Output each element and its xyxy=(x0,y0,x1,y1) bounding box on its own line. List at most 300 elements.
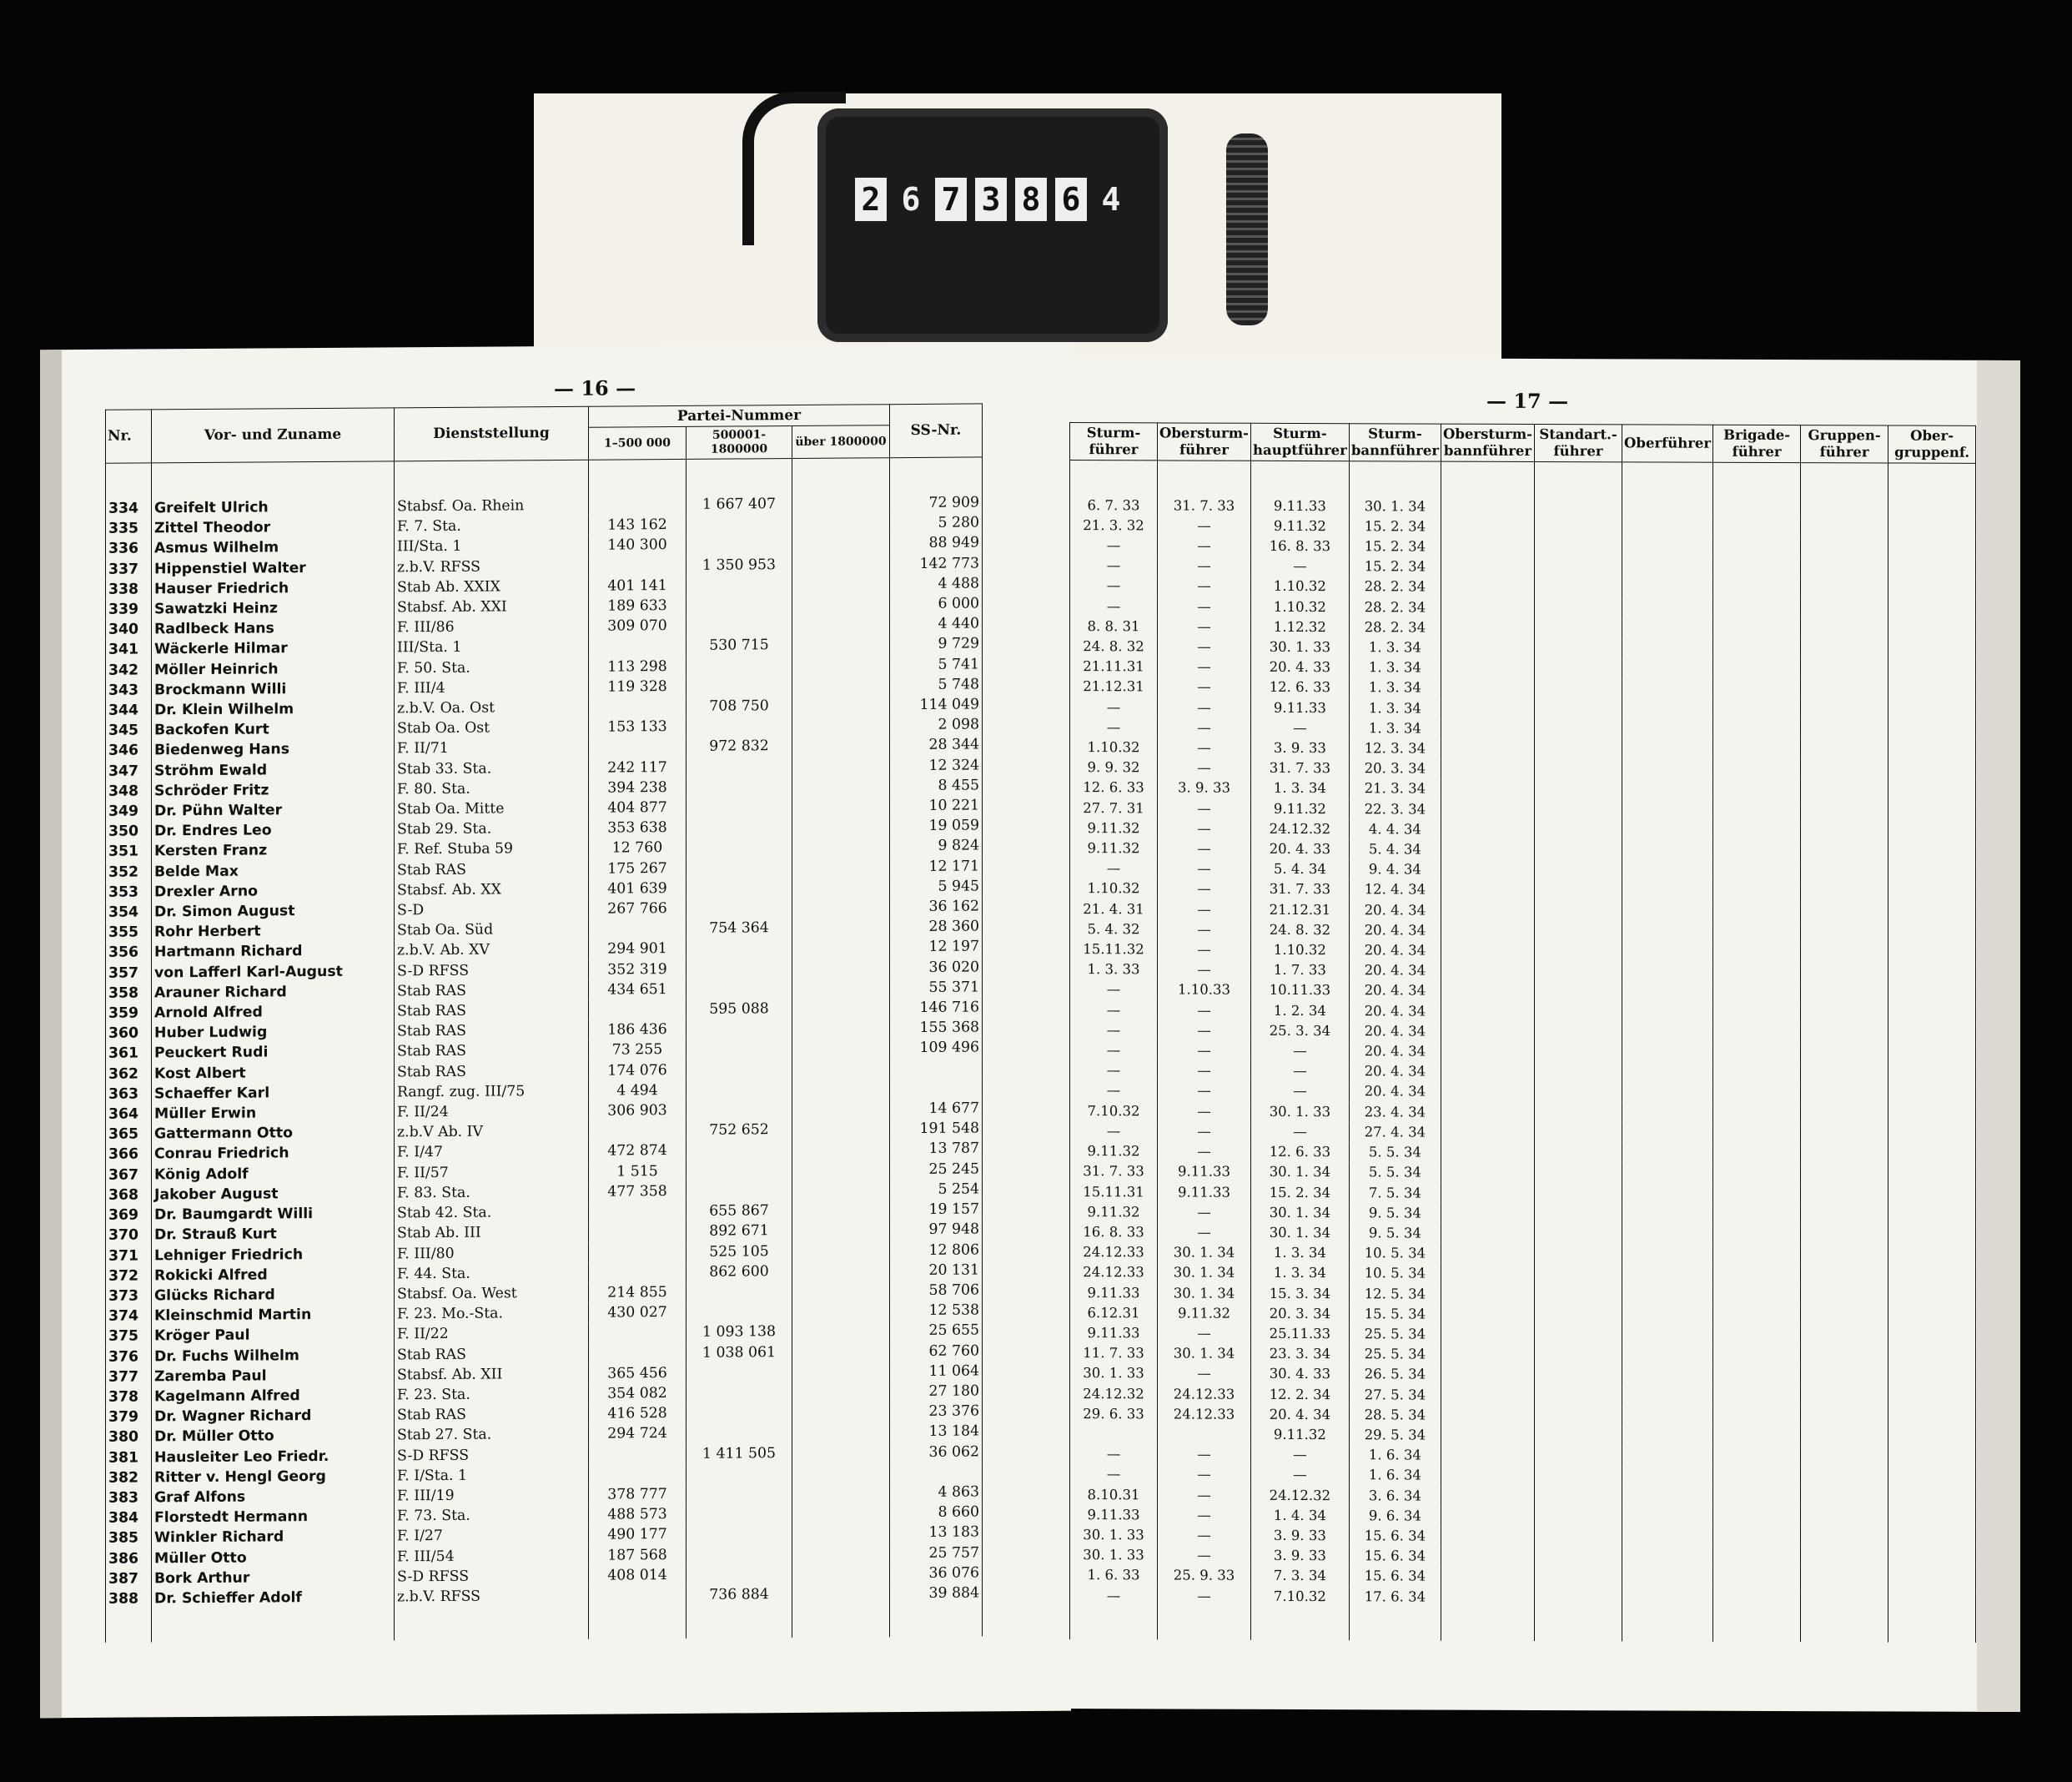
cell-date xyxy=(1535,1386,1622,1407)
cell-date xyxy=(1441,718,1535,739)
cell-name: Greifelt Ulrich xyxy=(152,461,395,519)
cell-p2: 862 600 xyxy=(686,1261,792,1282)
table-row xyxy=(1070,778,1976,801)
cell-date xyxy=(1441,1042,1535,1063)
cell-date: — xyxy=(1070,1040,1158,1061)
cell-date xyxy=(1801,1043,1888,1064)
cell-nr: 375 xyxy=(106,1326,152,1347)
cell-date: — xyxy=(1158,576,1251,597)
cell-date xyxy=(1801,902,1888,923)
cell-p1: 113 298 xyxy=(589,657,686,677)
cell-date xyxy=(1801,882,1888,903)
cell-date xyxy=(1535,901,1622,922)
cell-ss: 25 655 xyxy=(890,1321,983,1342)
left-table xyxy=(105,403,983,1643)
cell-date xyxy=(1535,1002,1622,1023)
cell-date: — xyxy=(1251,1122,1350,1143)
table-row xyxy=(106,1583,983,1643)
cell-date xyxy=(1441,1224,1535,1245)
cell-p2: 595 088 xyxy=(686,999,792,1019)
cell-date: 10. 5. 34 xyxy=(1349,1264,1441,1285)
cell-date: 23. 3. 34 xyxy=(1251,1344,1350,1365)
cell-nr: 357 xyxy=(106,963,152,984)
cell-date: — xyxy=(1158,617,1251,637)
cell-date xyxy=(1801,1387,1888,1407)
cell-date xyxy=(1713,538,1801,559)
cell-ss: 88 949 xyxy=(890,533,983,554)
cell-date xyxy=(1713,861,1801,882)
cell-date xyxy=(1888,1145,1976,1165)
header-rank: Brigade-führer xyxy=(1713,425,1801,462)
cell-p3 xyxy=(792,458,890,515)
cell-ss: 12 806 xyxy=(890,1240,983,1261)
counter-digit: 2 xyxy=(855,178,887,221)
cell-p1: 153 133 xyxy=(589,717,686,737)
cell-date xyxy=(1713,901,1801,922)
cell-date: 21. 3. 34 xyxy=(1349,779,1441,800)
cell-date xyxy=(1713,578,1801,599)
cell-date xyxy=(1535,1547,1622,1568)
cell-date xyxy=(1441,1446,1535,1467)
cell-date xyxy=(1622,780,1713,801)
cell-date: — xyxy=(1158,556,1251,577)
cell-date: 20. 4. 34 xyxy=(1349,1061,1441,1082)
cell-date: — xyxy=(1158,1485,1251,1506)
cell-dienst: Stab RAS xyxy=(395,1000,589,1022)
cell-date xyxy=(1888,1488,1976,1508)
cell-date: 8.10.31 xyxy=(1070,1485,1158,1506)
cell-nr: 360 xyxy=(106,1024,152,1045)
cell-p2 xyxy=(686,1523,792,1544)
cell-p1: 434 651 xyxy=(589,979,686,1000)
cell-p2 xyxy=(686,837,792,858)
cell-date: — xyxy=(1251,1041,1350,1062)
cell-date: 10. 5. 34 xyxy=(1349,1243,1441,1264)
cell-p2 xyxy=(686,777,792,798)
cell-p1: 404 877 xyxy=(589,798,686,818)
cell-date: 12. 6. 33 xyxy=(1070,778,1158,798)
cell-nr: 353 xyxy=(106,882,152,903)
cell-date xyxy=(1888,538,1976,559)
cell-ss: 72 909 xyxy=(890,457,983,513)
cell-date xyxy=(1888,882,1976,903)
cell-name: Belde Max xyxy=(152,860,395,882)
cell-nr: 380 xyxy=(106,1427,152,1448)
cell-ss: 155 368 xyxy=(890,1018,983,1039)
cell-nr: 378 xyxy=(106,1387,152,1407)
cell-name: Ströhm Ewald xyxy=(152,759,395,781)
cell-p2 xyxy=(686,716,792,737)
cell-date xyxy=(1441,860,1535,881)
cell-dienst: F. 83. Sta. xyxy=(395,1182,589,1204)
cell-name: Peuckert Rudi xyxy=(152,1042,395,1064)
cell-date: 1. 3. 34 xyxy=(1349,678,1441,699)
cell-date xyxy=(1713,1043,1801,1064)
cell-date xyxy=(1441,1284,1535,1305)
cell-name: Dr. Schieffer Adolf xyxy=(152,1587,395,1642)
cell-dienst: Stabsf. Ab. XII xyxy=(395,1363,589,1385)
header-partei-nummer: Partei-Nummer xyxy=(589,405,890,428)
cell-date xyxy=(1801,740,1888,761)
cell-name: Arauner Richard xyxy=(152,981,395,1003)
cell-ss: 97 948 xyxy=(890,1220,983,1241)
table-row xyxy=(1070,1182,1976,1206)
cell-date: 9.11.33 xyxy=(1158,1182,1251,1203)
cell-date xyxy=(1622,1042,1713,1063)
cell-date: 9.11.32 xyxy=(1158,1303,1251,1324)
cell-date xyxy=(1713,1568,1801,1588)
cell-date xyxy=(1535,820,1622,841)
cell-p2: 1 411 505 xyxy=(686,1443,792,1464)
cell-ss: 9 824 xyxy=(890,836,983,857)
cell-date: 20. 4. 34 xyxy=(1349,960,1441,981)
cell-name: Zittel Theodor xyxy=(152,517,395,539)
cell-ss: 9 729 xyxy=(890,634,983,655)
cell-p3 xyxy=(792,1241,890,1261)
cell-p3 xyxy=(792,1382,890,1402)
cell-date: — xyxy=(1070,1081,1158,1102)
table-row xyxy=(1070,1464,1976,1488)
cell-date xyxy=(1713,1083,1801,1104)
cell-date xyxy=(1713,1548,1801,1568)
cell-p2: 530 715 xyxy=(686,635,792,656)
table-row xyxy=(1070,576,1976,599)
cell-date: 1. 2. 34 xyxy=(1251,1000,1350,1021)
cell-date xyxy=(1535,517,1622,538)
cell-date: — xyxy=(1251,718,1350,739)
cell-p1: 477 358 xyxy=(589,1181,686,1202)
cell-date xyxy=(1801,1084,1888,1105)
cell-date xyxy=(1801,659,1888,680)
cell-date xyxy=(1535,1143,1622,1164)
cell-p1 xyxy=(589,1120,686,1141)
cell-date: 9. 6. 34 xyxy=(1349,1506,1441,1527)
cell-p2: 708 750 xyxy=(686,696,792,717)
cell-nr: 348 xyxy=(106,781,152,802)
cell-p3 xyxy=(792,635,890,656)
cell-date: 24.12.33 xyxy=(1158,1384,1251,1405)
cell-date: 28. 2. 34 xyxy=(1349,617,1441,638)
cell-ss: 5 254 xyxy=(890,1179,983,1200)
cell-p3 xyxy=(792,1160,890,1180)
cell-date xyxy=(1622,921,1713,942)
cell-dienst: Stab RAS xyxy=(395,1404,589,1426)
cell-name: Dr. Baumgardt Willi xyxy=(152,1203,395,1225)
cell-date xyxy=(1441,779,1535,800)
cell-dienst: Stab Ab. III xyxy=(395,1222,589,1244)
cell-date xyxy=(1888,741,1976,762)
cell-date: — xyxy=(1158,1586,1251,1640)
cell-p1 xyxy=(589,1262,686,1283)
cell-ss: 28 360 xyxy=(890,917,983,938)
cell-date xyxy=(1622,699,1713,720)
cell-p1: 267 766 xyxy=(589,899,686,919)
cell-date xyxy=(1441,1183,1535,1204)
cell-date xyxy=(1535,800,1622,821)
cell-ss: 10 221 xyxy=(890,795,983,816)
cell-p3 xyxy=(792,1301,890,1321)
cell-nr: 384 xyxy=(106,1508,152,1529)
cell-name: Rokicki Alfred xyxy=(152,1264,395,1286)
cell-p1 xyxy=(589,1221,686,1242)
cell-date xyxy=(1622,820,1713,841)
cell-name: Huber Ludwig xyxy=(152,1022,395,1044)
cell-p3 xyxy=(792,1200,890,1221)
cell-date: 15. 3. 34 xyxy=(1251,1283,1350,1304)
cell-date xyxy=(1888,1246,1976,1266)
cell-date xyxy=(1535,1204,1622,1225)
cell-date xyxy=(1535,1244,1622,1265)
cell-date: 3. 9. 33 xyxy=(1251,1526,1350,1547)
cell-date xyxy=(1801,1225,1888,1246)
cell-date xyxy=(1888,862,1976,883)
cell-p3 xyxy=(792,756,890,777)
cell-p1: 306 903 xyxy=(589,1100,686,1121)
table-row xyxy=(1070,1202,1976,1226)
cell-date xyxy=(1535,739,1622,760)
cell-date xyxy=(1441,698,1535,719)
cell-date xyxy=(1622,1527,1713,1548)
cell-date xyxy=(1535,1406,1622,1427)
cell-dienst: S-D RFSS xyxy=(395,959,589,981)
cell-date xyxy=(1801,1265,1888,1286)
cell-date: 20. 4. 34 xyxy=(1349,940,1441,961)
cell-date: — xyxy=(1158,939,1251,960)
cell-date xyxy=(1622,1063,1713,1084)
cell-date xyxy=(1622,739,1713,760)
cell-date xyxy=(1622,1164,1713,1185)
cell-date xyxy=(1441,1264,1535,1285)
cell-p1: 174 076 xyxy=(589,1060,686,1081)
cell-ss: 2 098 xyxy=(890,715,983,736)
cell-date xyxy=(1801,1346,1888,1367)
table-row xyxy=(1070,980,1976,1004)
header-partei-2: 500001-1800000 xyxy=(686,426,792,459)
cell-dienst: Stab RAS xyxy=(395,858,589,880)
cell-date xyxy=(1535,618,1622,639)
cell-date: 30. 1. 34 xyxy=(1158,1344,1251,1365)
cell-nr: 370 xyxy=(106,1226,152,1246)
cell-nr: 339 xyxy=(106,599,152,620)
cell-date xyxy=(1441,1466,1535,1487)
table-row xyxy=(1070,460,1976,518)
cell-date xyxy=(1713,1427,1801,1447)
cell-date xyxy=(1622,517,1713,538)
cell-date xyxy=(1535,577,1622,598)
cell-dienst: F. 23. Mo.-Sta. xyxy=(395,1303,589,1325)
cell-date: — xyxy=(1070,858,1158,879)
cell-name: Jakober August xyxy=(152,1183,395,1205)
cell-name: Gattermann Otto xyxy=(152,1123,395,1145)
cell-ss: 4 863 xyxy=(890,1482,983,1503)
cell-date: 11. 7. 33 xyxy=(1070,1343,1158,1364)
cell-name: Graf Alfons xyxy=(152,1486,395,1508)
cell-dienst: F. 44. Sta. xyxy=(395,1262,589,1284)
cell-p3 xyxy=(792,958,890,979)
cell-dienst: Stab 42. Sta. xyxy=(395,1202,589,1224)
cell-date xyxy=(1801,841,1888,862)
cell-dienst: Stab 29. Sta. xyxy=(395,818,589,840)
cell-date: 30. 1. 34 xyxy=(1158,1283,1251,1304)
cell-p1 xyxy=(589,1201,686,1222)
header-ss-nr: SS-Nr. xyxy=(890,404,983,458)
cell-date xyxy=(1441,537,1535,558)
cell-ss: 19 157 xyxy=(890,1200,983,1221)
cell-date: 5. 5. 34 xyxy=(1349,1142,1441,1163)
cell-date xyxy=(1888,1225,1976,1246)
cell-date xyxy=(1622,618,1713,639)
table-row xyxy=(1070,677,1976,700)
cell-date xyxy=(1888,619,1976,640)
cell-date: 1. 3. 33 xyxy=(1070,959,1158,980)
cell-date xyxy=(1535,1446,1622,1467)
cell-date: — xyxy=(1158,859,1251,880)
cell-date xyxy=(1622,598,1713,619)
cell-nr: 376 xyxy=(106,1347,152,1367)
cell-date xyxy=(1441,1405,1535,1426)
cell-date: 15. 2. 34 xyxy=(1349,516,1441,537)
cell-nr: 361 xyxy=(106,1044,152,1065)
cell-date: 21.12.31 xyxy=(1070,677,1158,697)
cell-p1 xyxy=(589,1464,686,1485)
cell-date xyxy=(1801,1528,1888,1548)
cell-date xyxy=(1888,1447,1976,1468)
table-row xyxy=(1070,879,1976,903)
cell-date: — xyxy=(1158,919,1251,940)
cell-ss: 13 787 xyxy=(890,1139,983,1160)
cell-date xyxy=(1535,658,1622,679)
cell-dienst: Stab 27. Sta. xyxy=(395,1424,589,1446)
cell-name: Kleinschmid Martin xyxy=(152,1304,395,1326)
cell-date xyxy=(1441,840,1535,861)
cell-dienst: Stabsf. Ab. XXI xyxy=(395,597,589,618)
cell-dienst: F. I/27 xyxy=(395,1525,589,1547)
cell-date: — xyxy=(1158,597,1251,617)
cell-date xyxy=(1713,841,1801,862)
cell-date xyxy=(1622,861,1713,882)
cell-date xyxy=(1441,461,1535,517)
cell-date: 20. 4. 33 xyxy=(1251,839,1350,860)
cell-nr: 388 xyxy=(106,1588,152,1643)
cell-date: 30. 1. 34 xyxy=(1251,1162,1350,1183)
cell-date: — xyxy=(1158,1546,1251,1567)
cell-name: Dr. Endres Leo xyxy=(152,820,395,842)
cell-dienst: F. 23. Sta. xyxy=(395,1384,589,1406)
cell-date xyxy=(1441,799,1535,820)
cell-nr: 369 xyxy=(106,1205,152,1226)
cell-date xyxy=(1441,1021,1535,1042)
cell-date xyxy=(1441,1244,1535,1265)
cell-date xyxy=(1888,579,1976,600)
cell-p1: 4 494 xyxy=(589,1080,686,1101)
cell-name: Bork Arthur xyxy=(152,1567,395,1588)
cell-date xyxy=(1713,639,1801,660)
page-edge xyxy=(1977,360,2020,1712)
cell-date xyxy=(1622,1406,1713,1427)
cell-date xyxy=(1888,1104,1976,1125)
cell-nr: 377 xyxy=(106,1367,152,1387)
cell-date xyxy=(1801,538,1888,559)
cell-date: — xyxy=(1158,1364,1251,1385)
cell-name: Dr. Pühn Walter xyxy=(152,799,395,821)
cell-dienst: z.b.V. Ab. XV xyxy=(395,939,589,961)
table-row xyxy=(1070,1363,1976,1387)
header-rank: Sturm-hauptführer xyxy=(1251,423,1350,461)
cell-date xyxy=(1888,781,1976,802)
cell-date xyxy=(1713,518,1801,539)
cell-date: 15. 6. 34 xyxy=(1349,1546,1441,1567)
cell-nr: 338 xyxy=(106,579,152,600)
cell-date xyxy=(1622,1285,1713,1306)
cell-date: 30. 1. 33 xyxy=(1070,1525,1158,1546)
cell-date xyxy=(1535,1183,1622,1204)
cell-date xyxy=(1888,1165,1976,1185)
cell-ss: 39 884 xyxy=(890,1583,983,1637)
cell-date xyxy=(1622,1103,1713,1124)
cell-p2 xyxy=(686,858,792,878)
cell-date: 1. 3. 34 xyxy=(1349,698,1441,719)
cell-date: 20. 3. 34 xyxy=(1349,758,1441,779)
cell-nr: 362 xyxy=(106,1064,152,1085)
table-row xyxy=(1070,1565,1976,1588)
cell-p2 xyxy=(686,1503,792,1524)
cell-p1: 365 456 xyxy=(589,1363,686,1384)
cell-p3 xyxy=(792,877,890,898)
cell-nr: 367 xyxy=(106,1165,152,1185)
cell-ss: 20 131 xyxy=(890,1260,983,1281)
cell-dienst: z.b.V Ab. IV xyxy=(395,1121,589,1143)
cell-date xyxy=(1622,659,1713,680)
cell-date: 17. 6. 34 xyxy=(1349,1587,1441,1641)
cell-date: 9.11.32 xyxy=(1070,838,1158,859)
cell-dienst: Stab RAS xyxy=(395,1343,589,1365)
cell-p3 xyxy=(792,938,890,959)
cell-date: 5. 4. 32 xyxy=(1070,919,1158,940)
cell-name: Kröger Paul xyxy=(152,1325,395,1347)
cell-p2 xyxy=(686,959,792,979)
cell-date xyxy=(1622,1345,1713,1366)
cell-p3 xyxy=(792,1281,890,1301)
cell-name: Wäckerle Hilmar xyxy=(152,638,395,660)
cell-dienst: F. I/Sta. 1 xyxy=(395,1464,589,1486)
cell-date xyxy=(1622,1487,1713,1508)
cell-date xyxy=(1441,920,1535,941)
cell-date: 1. 6. 33 xyxy=(1070,1565,1158,1586)
cell-date: — xyxy=(1070,1464,1158,1485)
right-table-body xyxy=(1070,460,1976,1642)
cell-date xyxy=(1888,1185,1976,1206)
cell-date xyxy=(1535,719,1622,740)
cell-p1: 309 070 xyxy=(589,616,686,637)
cell-nr: 344 xyxy=(106,700,152,721)
cell-nr: 355 xyxy=(106,923,152,944)
cell-date xyxy=(1801,579,1888,600)
cell-p1: 401 141 xyxy=(589,576,686,597)
cell-p3 xyxy=(792,776,890,797)
cell-p2 xyxy=(686,1281,792,1302)
cell-date xyxy=(1801,1003,1888,1024)
table-row xyxy=(1070,1000,1976,1024)
cell-dienst: F. 7. Sta. xyxy=(395,516,589,537)
cell-date xyxy=(1535,941,1622,962)
cell-date xyxy=(1713,1245,1801,1266)
cell-ss: 4 440 xyxy=(890,614,983,635)
left-table-body xyxy=(106,457,983,1643)
cell-date: 24.12.33 xyxy=(1070,1262,1158,1283)
cell-date xyxy=(1622,962,1713,983)
right-page xyxy=(1053,357,2020,1712)
cell-date: 1.10.33 xyxy=(1158,980,1251,1001)
